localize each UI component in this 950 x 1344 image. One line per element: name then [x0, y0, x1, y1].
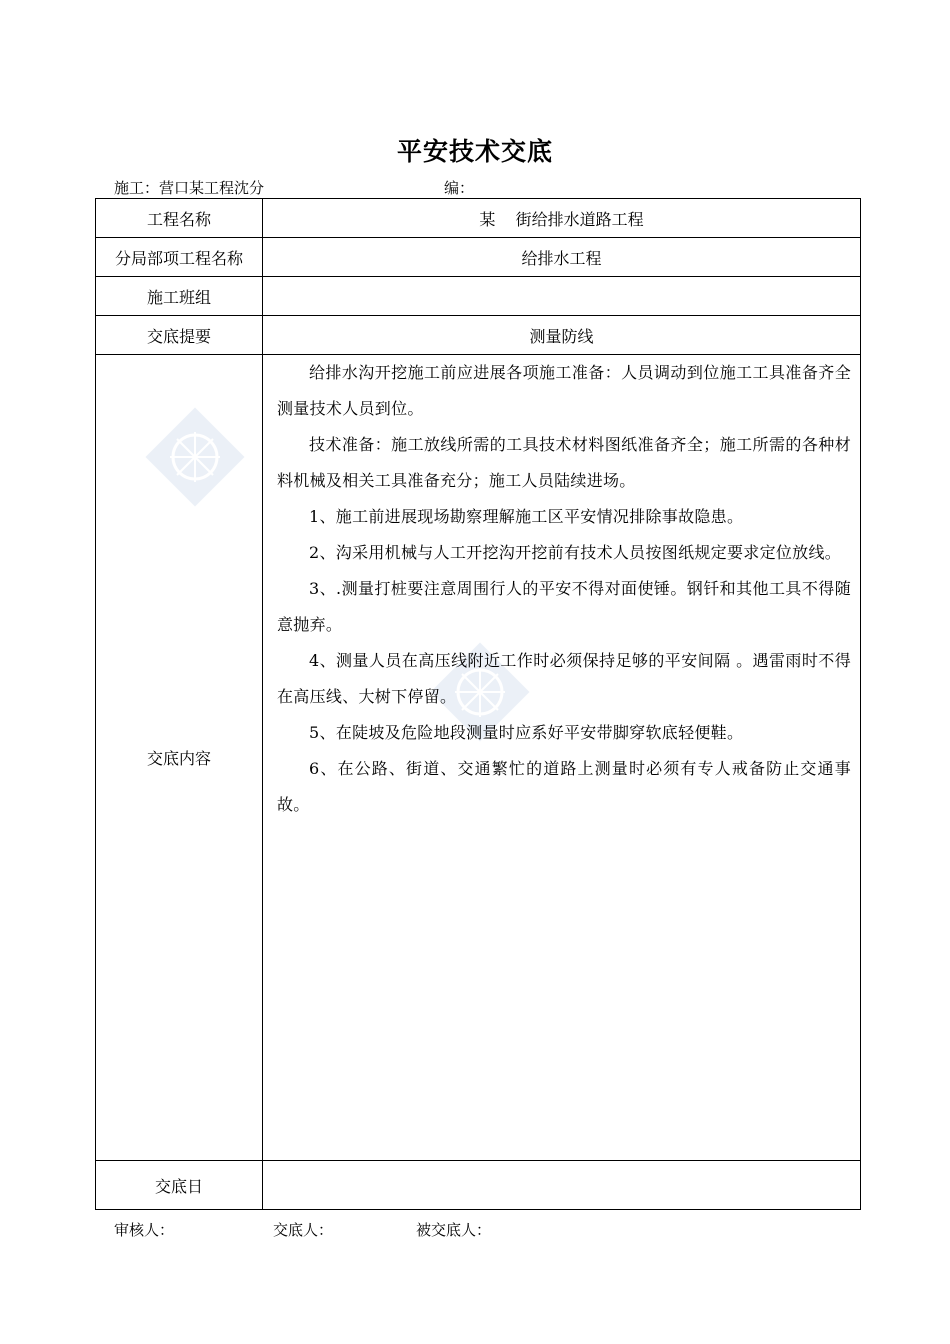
project-name-label: 工程名称 — [96, 199, 263, 238]
table-row — [96, 1161, 861, 1210]
table-row — [96, 316, 861, 355]
content-label: 交底内容 — [96, 355, 263, 1161]
content-paragraph: 3、.测量打桩要注意周围行人的平安不得对面使锤。钢钎和其他工具不得随意抛弃。 — [277, 579, 851, 634]
presenter-label: 交底人： — [273, 1221, 334, 1239]
team-label: 施工班组 — [96, 277, 263, 316]
content-paragraph: 4、测量人员在高压线附近工作时必须保持足够的平安间隔 。遇雷雨时不得在高压线、大树下停留。 — [277, 651, 851, 706]
team-value — [263, 277, 861, 316]
sub-project-value: 给排水工程 — [263, 238, 861, 277]
construction-unit: 施工：营口某工程沈分 — [114, 179, 265, 197]
receiver-label: 被交底人： — [416, 1221, 492, 1239]
date-value — [263, 1161, 861, 1210]
project-name-value: 某 街给排水道路工程 — [263, 199, 861, 238]
document-number: 编： — [444, 179, 475, 197]
date-label: 交底日 — [96, 1161, 263, 1210]
sub-project-label: 分局部项工程名称 — [96, 238, 263, 277]
disclosure-form-table — [95, 198, 861, 1210]
content-paragraph: 2、沟采用机械与人工开挖沟开挖前有技术人员按图纸规定要求定位放线。 — [309, 543, 842, 562]
table-row — [96, 238, 861, 277]
reviewer-label: 审核人： — [114, 1221, 175, 1239]
summary-label: 交底提要 — [96, 316, 263, 355]
table-row — [96, 277, 861, 316]
content-paragraph: 给排水沟开挖施工前应进展各项施工准备：人员调动到位施工工具准备齐全测量技术人员到位。 — [277, 363, 851, 418]
content-paragraph: 5、在陡坡及危险地段测量时应系好平安带脚穿软底轻便鞋。 — [309, 723, 744, 742]
content-paragraph: 技术准备：施工放线所需的工具技术材料图纸准备齐全；施工所需的各种材料机械及相关工具准备充分；施工人员陆续进场。 — [277, 435, 851, 490]
table-row — [96, 355, 861, 1161]
document-title: 平安技术交底 — [396, 137, 553, 166]
table-row — [96, 199, 861, 238]
content-paragraph: 6、在公路、街道、交通繁忙的道路上测量时必须有专人戒备防止交通事故。 — [277, 759, 851, 814]
summary-value: 测量防线 — [263, 316, 861, 355]
content-paragraph: 1、施工前进展现场勘察理解施工区平安情况排除事故隐患。 — [309, 507, 744, 526]
content-body — [263, 355, 861, 1161]
